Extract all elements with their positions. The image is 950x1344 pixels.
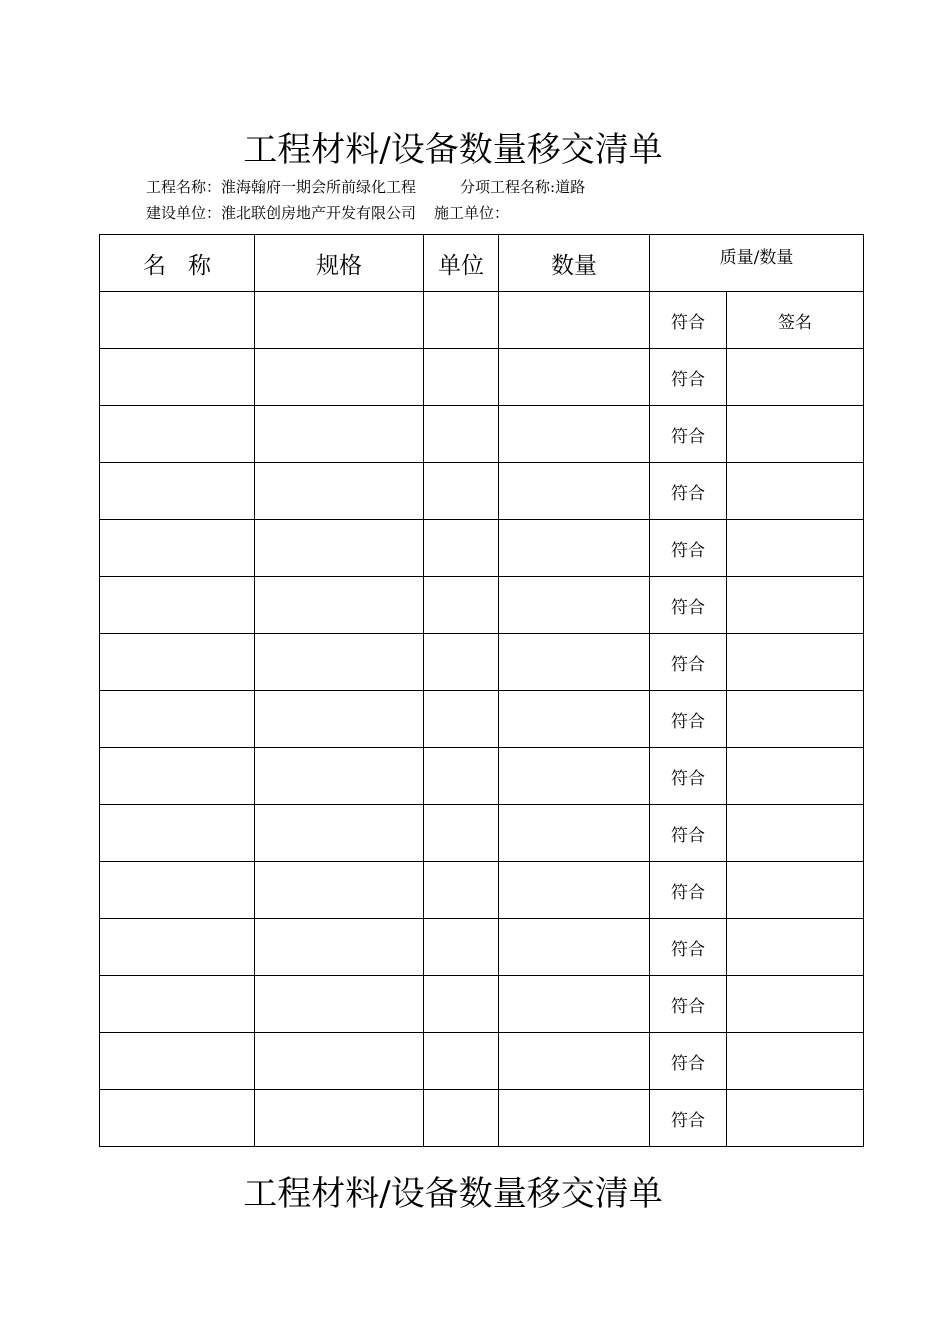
cell-name: [100, 691, 255, 748]
cell-spec: [255, 1090, 424, 1147]
table-row: [100, 349, 864, 406]
cell-conform: 符合: [650, 1033, 727, 1090]
project-name-value: 淮海翰府一期会所前绿化工程: [221, 178, 417, 196]
cell-name: [100, 520, 255, 577]
table-row: [100, 406, 864, 463]
cell-spec: [255, 577, 424, 634]
cell-unit: [424, 349, 499, 406]
cell-unit: [424, 862, 499, 919]
table-row: [100, 292, 864, 349]
cell-quantity: [499, 1033, 650, 1090]
cell-conform: 符合: [650, 634, 727, 691]
cell-unit: [424, 520, 499, 577]
cell-quantity: [499, 406, 650, 463]
cell-name: [100, 349, 255, 406]
cell-conform: 符合: [650, 292, 727, 349]
builder-value: 淮北联创房地产开发有限公司: [221, 204, 417, 222]
unit-info-line: [146, 203, 509, 223]
cell-unit: [424, 691, 499, 748]
cell-conform: 符合: [650, 748, 727, 805]
table-row: [100, 1090, 864, 1147]
cell-spec: [255, 748, 424, 805]
table-row: [100, 520, 864, 577]
cell-sign: [727, 577, 864, 634]
cell-spec: [255, 349, 424, 406]
cell-conform: 符合: [650, 1090, 727, 1147]
cell-quantity: [499, 805, 650, 862]
cell-name: [100, 406, 255, 463]
cell-quantity: [499, 520, 650, 577]
cell-name: [100, 976, 255, 1033]
cell-spec: [255, 634, 424, 691]
cell-spec: [255, 862, 424, 919]
builder-label: 建设单位：: [146, 204, 222, 222]
table-row: [100, 577, 864, 634]
contractor-label: 施工单位：: [434, 204, 510, 222]
cell-unit: [424, 1090, 499, 1147]
cell-sign: [727, 1033, 864, 1090]
cell-sign: 签名: [727, 292, 864, 349]
header-name-text: 名称: [143, 252, 233, 279]
table-row: [100, 862, 864, 919]
cell-sign: [727, 406, 864, 463]
cell-conform: 符合: [650, 520, 727, 577]
cell-conform: 符合: [650, 862, 727, 919]
cell-sign: [727, 349, 864, 406]
cell-conform: 符合: [650, 691, 727, 748]
header-quantity: 数量: [499, 235, 650, 292]
cell-sign: [727, 463, 864, 520]
cell-spec: [255, 976, 424, 1033]
table-header-row: [100, 235, 864, 292]
cell-quantity: [499, 292, 650, 349]
cell-conform: 符合: [650, 463, 727, 520]
cell-quantity: [499, 463, 650, 520]
table-row: [100, 691, 864, 748]
cell-unit: [424, 919, 499, 976]
cell-name: [100, 1090, 255, 1147]
header-spec: 规格: [255, 235, 424, 292]
cell-unit: [424, 634, 499, 691]
cell-unit: [424, 577, 499, 634]
cell-unit: [424, 805, 499, 862]
cell-quantity: [499, 919, 650, 976]
cell-spec: [255, 406, 424, 463]
cell-spec: [255, 691, 424, 748]
cell-spec: [255, 520, 424, 577]
cell-sign: [727, 862, 864, 919]
cell-quantity: [499, 748, 650, 805]
table-row: [100, 976, 864, 1033]
cell-unit: [424, 976, 499, 1033]
cell-sign: [727, 748, 864, 805]
project-info-line: [146, 177, 585, 197]
project-name-label: 工程名称：: [146, 178, 222, 196]
cell-conform: 符合: [650, 976, 727, 1033]
cell-sign: [727, 805, 864, 862]
cell-quantity: [499, 976, 650, 1033]
footer-title: 工程材料/设备数量移交清单: [243, 1174, 663, 1214]
cell-conform: 符合: [650, 919, 727, 976]
cell-conform: 符合: [650, 349, 727, 406]
cell-name: [100, 577, 255, 634]
cell-name: [100, 1033, 255, 1090]
cell-name: [100, 748, 255, 805]
table-row: [100, 463, 864, 520]
cell-name: [100, 805, 255, 862]
cell-conform: 符合: [650, 805, 727, 862]
table-row: [100, 748, 864, 805]
cell-quantity: [499, 349, 650, 406]
cell-sign: [727, 691, 864, 748]
cell-conform: 符合: [650, 406, 727, 463]
cell-name: [100, 919, 255, 976]
header-quality-quantity: 质量/数量: [650, 235, 864, 292]
cell-quantity: [499, 862, 650, 919]
header-unit: 单位: [424, 235, 499, 292]
table-row: [100, 805, 864, 862]
cell-quantity: [499, 691, 650, 748]
cell-quantity: [499, 577, 650, 634]
cell-spec: [255, 292, 424, 349]
sub-project-value: 道路: [555, 178, 586, 196]
cell-quantity: [499, 634, 650, 691]
cell-spec: [255, 919, 424, 976]
cell-unit: [424, 463, 499, 520]
cell-name: [100, 634, 255, 691]
table-row: [100, 634, 864, 691]
cell-sign: [727, 976, 864, 1033]
cell-sign: [727, 919, 864, 976]
cell-unit: [424, 406, 499, 463]
sub-project-label: 分项工程名称:: [460, 178, 556, 196]
table-row: [100, 1033, 864, 1090]
header-name: [100, 235, 255, 292]
cell-name: [100, 862, 255, 919]
handover-table: [99, 234, 864, 1147]
cell-conform: 符合: [650, 577, 727, 634]
cell-spec: [255, 805, 424, 862]
cell-unit: [424, 292, 499, 349]
cell-unit: [424, 748, 499, 805]
cell-sign: [727, 520, 864, 577]
cell-name: [100, 463, 255, 520]
cell-quantity: [499, 1090, 650, 1147]
table-row: [100, 919, 864, 976]
cell-sign: [727, 634, 864, 691]
cell-unit: [424, 1033, 499, 1090]
cell-spec: [255, 1033, 424, 1090]
cell-name: [100, 292, 255, 349]
cell-spec: [255, 463, 424, 520]
page-title: 工程材料/设备数量移交清单: [243, 130, 663, 170]
cell-sign: [727, 1090, 864, 1147]
